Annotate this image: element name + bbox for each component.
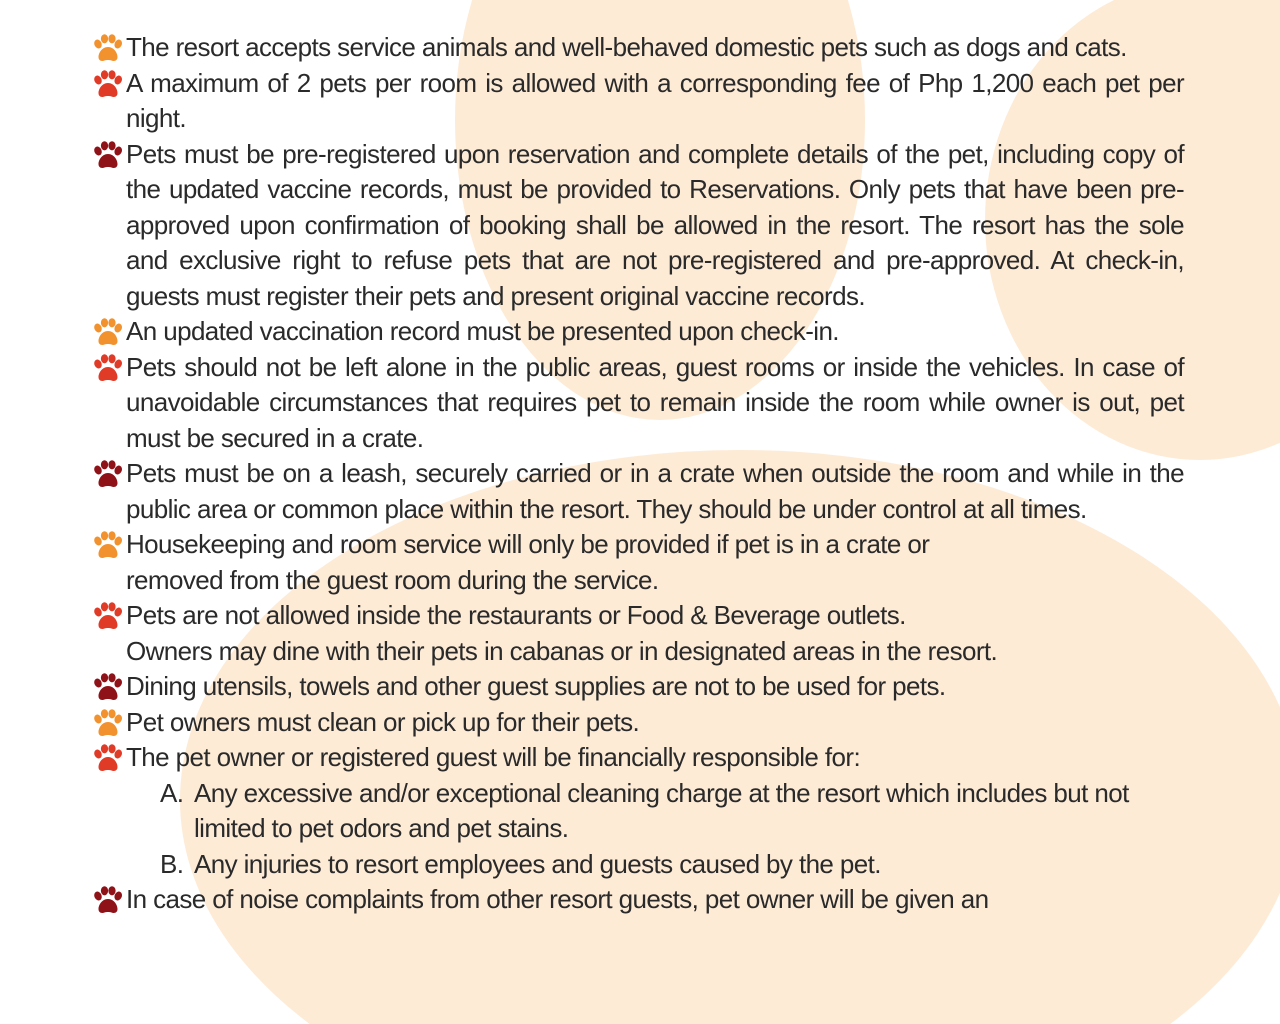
paw-print-icon xyxy=(92,886,126,916)
policy-rule-text xyxy=(126,598,1184,669)
paw-print-glyph xyxy=(92,673,124,703)
policy-rule-text: Pets must be pre-registered upon reservation and complete details of the pet, including copy of the updated vaccine records, must be provided to Reservations. Only pets that have been pre-approved upon confirmation of booking shall be allowed in the resort. The resort has the sole and exclusive right to refuse pets that are not pre-registered and pre-approved. At check-in, guests must register their pets and present original vaccine records. xyxy=(126,138,1184,311)
paw-print-icon xyxy=(92,460,126,490)
paw-print-icon xyxy=(92,34,126,64)
paw-print-glyph xyxy=(92,886,124,916)
policy-rule xyxy=(92,527,1184,598)
paw-print-glyph xyxy=(92,70,124,100)
paw-print-icon xyxy=(92,354,126,384)
sub-item-marker: B. xyxy=(160,848,184,879)
policy-rule-line: Pets are not allowed inside the restaurants or Food & Beverage outlets. xyxy=(126,600,906,630)
paw-print-glyph xyxy=(92,531,124,561)
liability-sub-item xyxy=(92,776,1160,847)
paw-print-icon xyxy=(92,318,126,348)
policy-rule-line: Housekeeping and room service will only be provided if pet is in a crate or xyxy=(126,529,930,559)
policy-rule-line: removed from the guest room during the service. xyxy=(126,564,659,595)
paw-print-glyph xyxy=(92,34,124,64)
policy-rule-text: The resort accepts service animals and well-behaved domestic pets such as dogs and cats. xyxy=(126,32,1127,62)
paw-print-glyph xyxy=(92,318,124,348)
policy-rule xyxy=(92,314,1184,350)
paw-print-icon xyxy=(92,531,126,561)
policy-rule-text: Dining utensils, towels and other guest supplies are not to be used for pets. xyxy=(126,671,946,701)
paw-print-icon xyxy=(92,602,126,632)
policy-rule xyxy=(92,137,1184,315)
paw-print-glyph xyxy=(92,709,124,739)
pet-policy-document xyxy=(92,30,1184,918)
policy-rule-text xyxy=(126,527,1184,598)
liability-sub-item xyxy=(92,847,1160,883)
sub-item-marker: A. xyxy=(160,777,184,808)
paw-print-icon xyxy=(92,673,126,703)
paw-print-icon xyxy=(92,744,126,774)
sub-item-text: Any excessive and/or exceptional cleaning charge at the resort which includes but not limited to pet odors and pet stains. xyxy=(194,777,1129,843)
sub-item-text: Any injuries to resort employees and guests caused by the pet. xyxy=(194,848,881,879)
policy-rule xyxy=(92,740,1184,776)
paw-print-glyph xyxy=(92,460,124,490)
paw-print-glyph xyxy=(92,141,124,171)
paw-print-icon xyxy=(92,709,126,739)
paw-print-glyph xyxy=(92,354,124,384)
policy-rule xyxy=(92,669,1184,705)
paw-print-glyph xyxy=(92,602,124,632)
policy-rule xyxy=(92,456,1184,527)
policy-rule xyxy=(92,350,1184,457)
paw-print-icon xyxy=(92,70,126,100)
policy-rule xyxy=(92,598,1184,669)
paw-print-glyph xyxy=(92,744,124,774)
policy-rule-line: Owners may dine with their pets in cabanas or in designated areas in the resort. xyxy=(126,635,998,666)
policy-rule-text: An updated vaccination record must be presented upon check-in. xyxy=(126,316,839,346)
policy-rule xyxy=(92,705,1184,741)
policy-rule-text: In case of noise complaints from other resort guests, pet owner will be given an xyxy=(126,884,989,914)
policy-rule-text: Pets should not be left alone in the public areas, guest rooms or inside the vehicles. In case of unavoidable circumstances that requires pet to remain inside the room while owner is out, pet must be secured in a crate. xyxy=(126,351,1184,453)
policy-rule xyxy=(92,30,1184,66)
policy-rule-text: Pet owners must clean or pick up for their pets. xyxy=(126,706,640,737)
policy-rule-text: A maximum of 2 pets per room is allowed with a corresponding fee of Php 1,200 each pet per night. xyxy=(126,67,1184,133)
policy-rule-text: The pet owner or registered guest will be financially responsible for: xyxy=(126,742,861,772)
policy-rule-text: Pets must be on a leash, securely carried or in a crate when outside the room and while in the public area or common place within the resort. They should be under control at all times. xyxy=(126,458,1184,524)
policy-rule xyxy=(92,882,1184,918)
paw-print-icon xyxy=(92,141,126,171)
policy-rule xyxy=(92,66,1184,137)
